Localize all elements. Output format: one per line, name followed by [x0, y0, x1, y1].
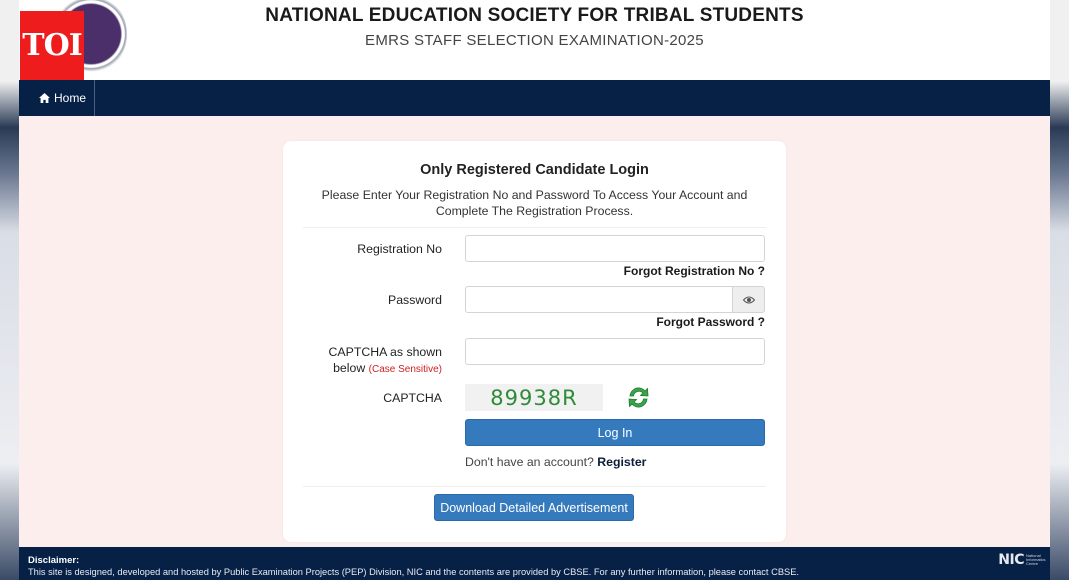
screenshot-edge-right — [1050, 0, 1069, 580]
registration-input[interactable] — [465, 235, 765, 262]
password-input[interactable] — [465, 286, 733, 313]
refresh-captcha-button[interactable] — [625, 384, 652, 411]
download-advertisement-button[interactable]: Download Detailed Advertisement — [434, 494, 634, 521]
register-link[interactable]: Register — [597, 455, 647, 469]
disclaimer-title: Disclaimer: — [28, 555, 80, 566]
password-label: Password — [388, 293, 442, 307]
login-button[interactable]: Log In — [465, 419, 765, 446]
disclaimer-text: This site is designed, developed and hosted by Public Examination Projects (PEP) Division, NIC and the contents are provided by CBSE. For any further information, please contact CBSE. — [28, 567, 800, 577]
main-navbar — [19, 80, 1050, 116]
nic-logo-text: NIC — [998, 552, 1024, 568]
nic-logo-subtext: National Informatics Centre — [1026, 553, 1046, 566]
login-description: Please Enter Your Registration No and Password To Access Your Account and Complete The Registration Process. — [321, 188, 748, 218]
register-prompt: Don't have an account? — [465, 455, 594, 469]
home-icon — [39, 93, 50, 103]
registration-label: Registration No — [357, 242, 442, 256]
captcha-input-label — [329, 344, 442, 378]
site-title: NATIONAL EDUCATION SOCIETY FOR TRIBAL STUDENTS — [265, 5, 804, 26]
nav-item-home[interactable] — [19, 80, 95, 116]
page — [19, 0, 1050, 580]
register-row — [465, 455, 646, 469]
divider — [303, 486, 766, 487]
case-sensitive-note: (Case Sensitive) — [368, 364, 442, 375]
site-header — [19, 0, 1050, 80]
nav-item-home-label: Home — [54, 91, 87, 105]
captcha-image: 89938R — [465, 384, 603, 411]
captcha-label: CAPTCHA — [383, 391, 442, 405]
nic-logo — [998, 552, 1044, 568]
show-password-toggle[interactable] — [733, 286, 765, 313]
site-subtitle: EMRS STAFF SELECTION EXAMINATION-2025 — [365, 32, 704, 49]
login-card — [283, 141, 786, 542]
site-footer — [19, 547, 1050, 580]
eye-icon — [743, 296, 755, 304]
toi-watermark: TOI — [20, 11, 84, 80]
screenshot-edge-left — [0, 0, 19, 580]
forgot-password-link[interactable]: Forgot Password ? — [656, 315, 765, 329]
captcha-input[interactable] — [465, 338, 765, 365]
captcha-label-line1: CAPTCHA as shown — [328, 345, 442, 359]
login-title: Only Registered Candidate Login — [420, 162, 649, 178]
forgot-registration-link[interactable]: Forgot Registration No ? — [623, 264, 765, 278]
refresh-icon — [625, 384, 652, 411]
divider — [303, 227, 766, 228]
captcha-label-line2: below — [333, 361, 366, 375]
